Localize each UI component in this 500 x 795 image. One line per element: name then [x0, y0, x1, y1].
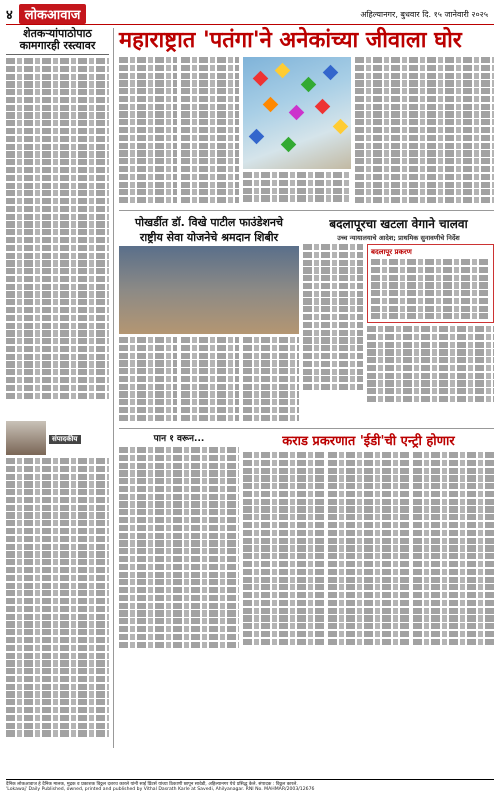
imprint-footer [6, 779, 494, 793]
story4-col1 [243, 452, 324, 652]
sidebar-box-title: बदलापूर प्रकरण [371, 248, 412, 256]
editorial-column [6, 28, 114, 748]
editorial-tag: संपादकीय [49, 435, 81, 444]
story2-headline-line1: पोखर्डीत डॉ. विखे पाटील फाउंडेशनचे [134, 216, 284, 229]
continued-section-head: पान १ वरून... [153, 434, 205, 444]
sidebar-box [367, 244, 494, 323]
newspaper-logo: लोकआवाज [19, 4, 87, 24]
page-number: ४ [6, 8, 13, 23]
story3-col1 [303, 244, 363, 394]
editorial-kicker-line2: कामगारही रस्त्यावर [6, 40, 109, 55]
story2-col2 [181, 337, 239, 425]
story3-col2 [367, 326, 494, 406]
story4-headline: कराड प्रकरणात 'ईडी'ची एन्ट्री होणार [282, 434, 455, 449]
story2-col3 [243, 337, 299, 425]
editorial-body-text [6, 58, 109, 418]
story4-col2 [328, 452, 409, 652]
continued-text [119, 447, 239, 657]
photo-caption [243, 172, 351, 202]
story3-subhead: उच्च न्यायालयाचे आदेश; प्राथमिक सुनावणीचे निर्देश [337, 234, 460, 242]
story2-col1 [119, 337, 177, 425]
story2-headline-line2: राष्ट्रीय सेवा योजनेचे श्रमदान शिबीर [139, 231, 279, 244]
issue-date: अहिल्यानगर, बुधवार दि. १५ जानेवारी २०२५ [360, 9, 488, 19]
imprint-line-marathi: दैनिक लोकआवाज हे दैनिक मालक, मुद्रक व प्रकाशक विठ्ठल दशरथ कारले यांनी साई प्रिंटर्स यांच्या ठिकाणी छापून सावेडी, अहिल्यानगर येथे प्रसिद्ध केले. संपादक : विठ्ठल कारले. [6, 781, 298, 787]
story4-col3 [413, 452, 494, 652]
masthead [6, 4, 494, 25]
lead-story-col1 [119, 57, 177, 207]
editor-photo [6, 421, 46, 455]
lead-story-col3 [355, 57, 494, 207]
editorial-kicker-line1: शेतकऱ्यांपाठोपाठ [23, 27, 92, 40]
editorial-body-text-2 [6, 458, 109, 748]
imprint-line-english: 'Lokawaj' Daily Published, owned, printed and published by Vithal Dasrath Karle at Savedi, Ahilyanagar. RNI No. MAHMAR/2003/12676 [6, 787, 315, 793]
lead-headline: महाराष्ट्रात 'पतंगा'ने अनेकांच्या जीवाला घोर [119, 28, 462, 53]
lead-story-col2 [181, 57, 239, 207]
nss-camp-photo [119, 246, 299, 334]
story3-headline: बदलापूरचा खटला वेगाने चालवा [329, 217, 468, 231]
kite-festival-photo [243, 57, 351, 169]
